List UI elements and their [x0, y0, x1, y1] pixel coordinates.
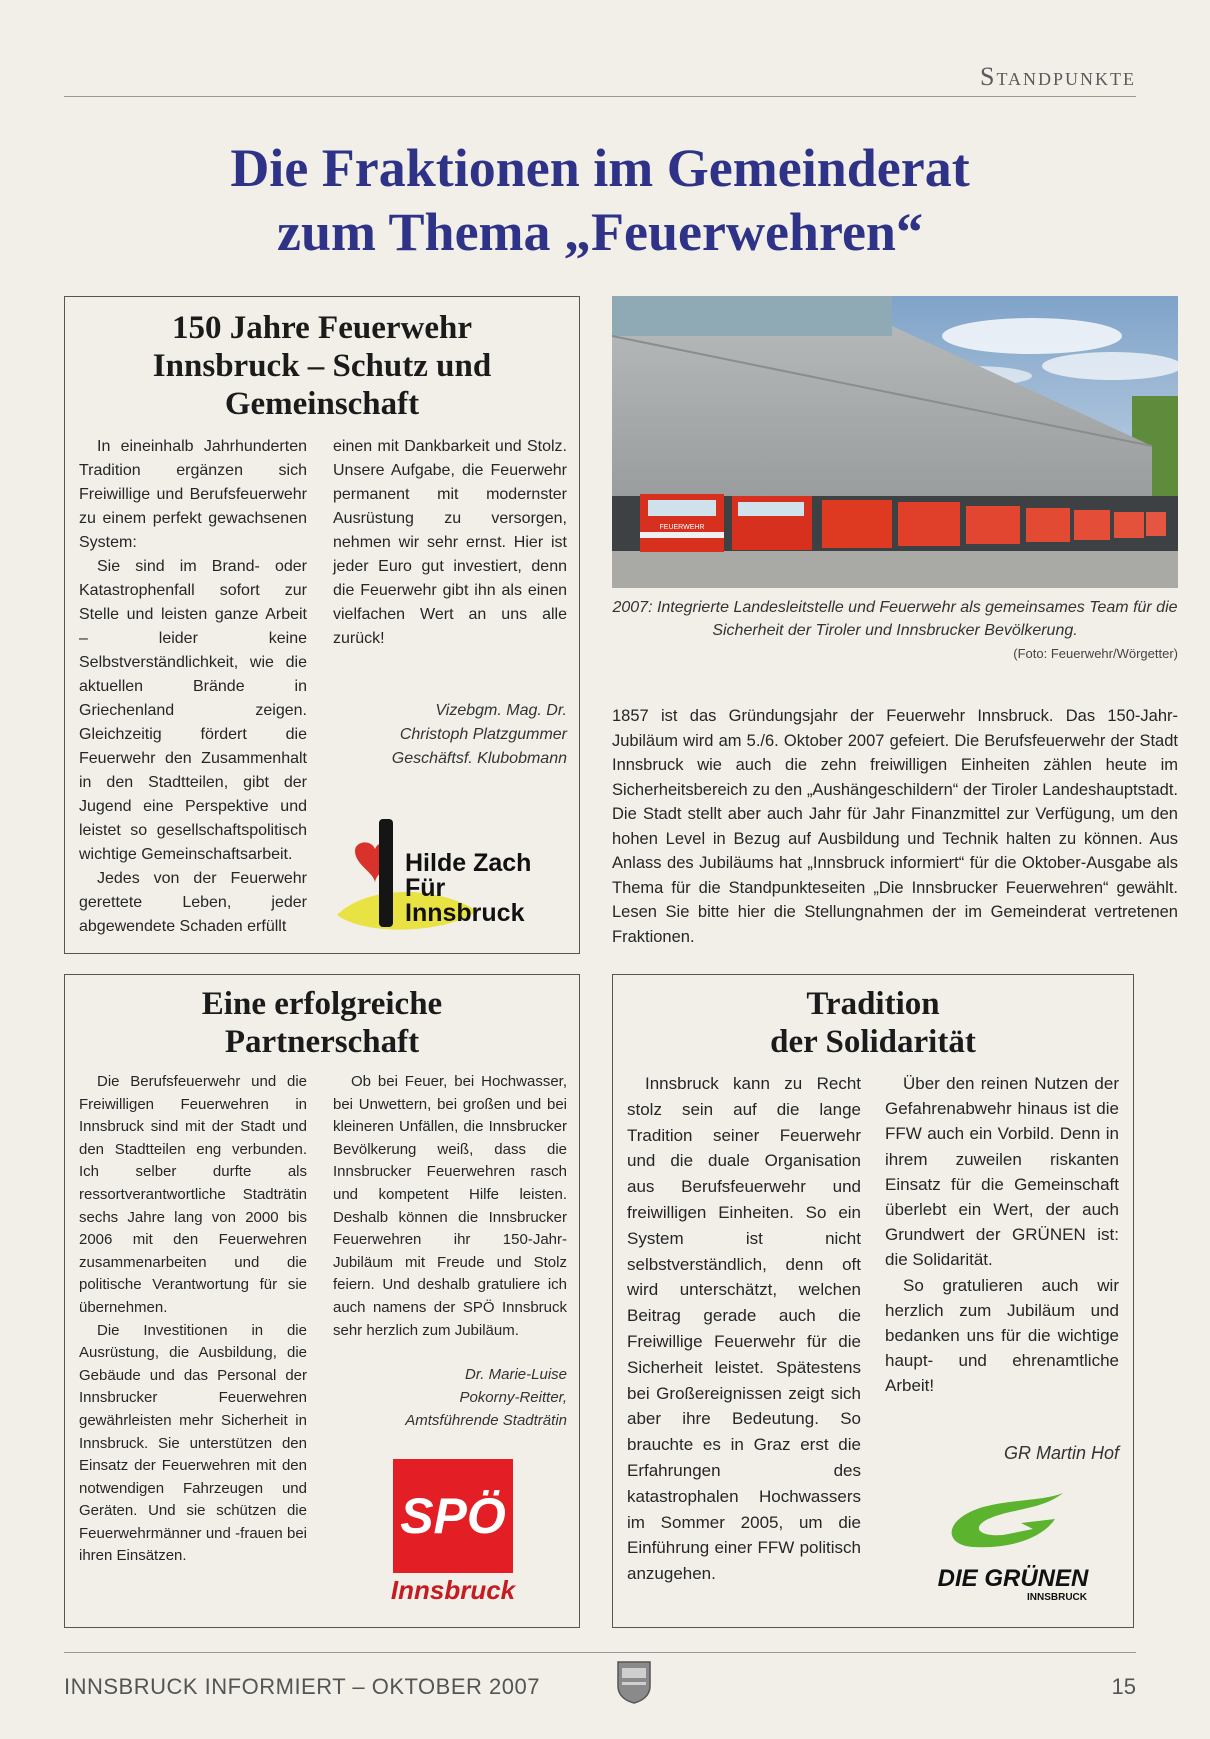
heading-line-3: Gemeinschaft: [224, 386, 420, 422]
paragraph: Ob bei Feuer, bei Hochwasser, bei Unwettern, bei großen und bei kleineren Unfällen, die Innsbrucker Bevölkerung weiß, dass die Innsbrucker Feuerwehren rasch und kompetent Hilfe leisten. Deshalb können die Innsbrucker Feuerwehren ihr 150-Jahr-Jubiläum mit Freude und Stolz feiern. Und deshalb gratuliere ich auch namens der SPÖ Innsbruck sehr herzlich zum Jubiläum.: [333, 1073, 567, 1339]
hilde-zach-logo: [327, 815, 571, 935]
header-rule: [64, 96, 1136, 97]
paragraph: Innsbruck kann zu Recht stolz sein auf die lange Tradition seiner Feuerwehr und die duale Organisation aus Berufsfeuerwehr und freiwilligen Einheiten. So ein System ist nicht selbstverständlich, denn oft wird unterschätzt, welchen Beitrag gerade auch die Freiwillige Feuerwehr für die Sicherheit leistet. Spätestens bei Großereignissen zeigt sich aber ihre Bedeutung. So brauchte es in Graz erst die Erfahrungen des katastrophalen Hochwassers im Sommer 2005, um die Einführung einer FFW politisch anzugehen.: [627, 1074, 861, 1584]
signature-line: Vizebgm. Mag. Dr.: [435, 702, 567, 719]
article-column-2: [885, 1071, 1119, 1399]
article-column-1: [627, 1071, 861, 1587]
logo-text: [405, 851, 571, 926]
article-heading: [613, 985, 1133, 1061]
paragraph: Die Berufsfeuerwehr und die Freiwilligen Feuerwehren in Innsbruck sind mit der Stadt und den Stadtteilen eng verbunden. Ich selber durfte als ressortverantwortliche Stadträtin sechs Jahre lang von 2000 bis 2006 mit den Feuerwehren zusammenarbeiten und die politische Verantwortung für sie übernehmen.: [79, 1073, 307, 1316]
heading-line-1: Eine erfolgreiche: [201, 986, 443, 1022]
signature-line: Amtsführende Stadträtin: [405, 1412, 567, 1429]
signature: [333, 699, 567, 771]
paragraph: In eineinhalb Jahrhunderten Tradition ergänzen sich Freiwillige und Berufsfeuerwehr zu einem perfekt gewachsenen System:: [79, 438, 307, 551]
article-box-partnerschaft: [64, 974, 580, 1628]
heading-line-2: der Solidarität: [770, 1024, 976, 1060]
signature-line: Pokorny-Reitter,: [459, 1389, 567, 1406]
article-heading: [65, 985, 579, 1061]
logo-line: Hilde Zach: [405, 849, 532, 877]
article-box-150-jahre: [64, 296, 580, 954]
gruene-swoosh-icon: [913, 1485, 1113, 1561]
heading-line-2: Innsbruck – Schutz und: [152, 348, 492, 384]
gruene-logo-subtitle: INNSBRUCK: [1027, 1592, 1087, 1603]
photo-caption: [612, 596, 1178, 665]
footer-rule: [64, 1652, 1136, 1653]
paragraph: Die Investitionen in die Ausrüstung, die Ausbildung, die Gebäude und das Personal der Innsbrucker Feuerwehren gewährleisten mehr Sicherheit in Innsbruck. Sie unterstützen den Einsatz der Feuerwehren mit den notwendigen Fahrzeugen und Geräten. Und sie schützen die Feuerwehrmänner und -frauen bei ihren Einsätzen.: [79, 1321, 307, 1565]
article-column-2: [333, 1071, 567, 1342]
heading-line-1: Tradition: [806, 986, 940, 1022]
gruene-logo: [913, 1485, 1113, 1611]
article-column-1: [79, 435, 307, 939]
innsbruck-crest-icon: [616, 1660, 652, 1704]
article-heading: [65, 309, 579, 423]
signature: GR Martin Hof: [1003, 1443, 1119, 1463]
paragraph: Sie sind im Brand- oder Katastrophenfall sofort zur Stelle und leisten ganze Arbeit – leider keine Selbstverständlichkeit, wie die aktuellen Brände in Griechenland zeigen. Gleichzeitig fördert die Feuerwehr den Zusammenhalt in den Stadtteilen, gibt der Jugend eine Perspektive und leistet so gesellschaftspolitisch wichtige Gemeinschaftsarbeit.: [79, 558, 307, 863]
heading-line-2: Partnerschaft: [224, 1024, 420, 1060]
truck-label: FEUERWEHR: [659, 524, 705, 531]
paragraph: einen mit Dankbarkeit und Stolz. Unsere Aufgabe, die Feuerwehr permanent mit modernster Ausrüstung zu versorgen, nehmen wir sehr ernst. Hier ist jeder Euro gut investiert, denn die Feuerwehr gibt ihn als einen vielfachen Wert an uns alle zurück!: [333, 438, 567, 647]
spo-logo: SPÖ: [393, 1459, 513, 1573]
heading-line-1: 150 Jahre Feuerwehr: [172, 310, 472, 346]
caption-text: 2007: Integrierte Landesleitstelle und Feuerwehr als gemeinsames Team für die Sicherheit der Tiroler und Innsbrucker Bevölkerung.: [612, 599, 1178, 639]
paragraph: Jedes von der Feuerwehr gerettete Leben, jeder abgewendete Schaden erfüllt: [79, 870, 307, 935]
title-line-1: Die Fraktionen im Gemeinderat: [230, 138, 970, 198]
signature-line: Geschäftsf. Klubobmann: [391, 750, 567, 767]
footer-publication: INNSBRUCK INFORMIERT – OKTOBER 2007: [64, 1674, 540, 1699]
logo-line: Für Innsbruck: [405, 874, 525, 927]
paragraph: Über den reinen Nutzen der Gefahrenabwehr hinaus ist die FFW auch ein Vorbild. Denn in ihrem zuweilen riskanten Einsatz für die Gemeinschaft überlebt ein Wert, der auch Grundwert der GRÜNEN ist: die Solidarität.: [885, 1074, 1119, 1270]
paragraph: So gratulieren auch wir herzlich zum Jubiläum und bedanken uns für die wichtige haupt- und ehrenamtliche Arbeit!: [885, 1275, 1119, 1396]
fire-station-photo: [612, 296, 1178, 588]
fire-station-image: [612, 296, 1178, 588]
section-label: Standpunkte: [979, 62, 1136, 91]
gruene-logo-text: DIE GRÜNEN: [937, 1565, 1089, 1592]
signature-line: Christoph Platzgummer: [399, 726, 567, 743]
photo-credit: (Foto: Feuerwehr/Wörgetter): [1013, 646, 1178, 661]
title-line-2: zum Thema „Feuerwehren“: [277, 202, 923, 262]
article-column-1: [79, 1071, 307, 1568]
spo-logo-subtitle: Innsbruck: [390, 1575, 516, 1605]
signature: [333, 1363, 567, 1432]
signature-line: Dr. Marie-Luise: [465, 1366, 567, 1383]
article-column-2: [333, 435, 567, 651]
intro-text: 1857 ist das Gründungsjahr der Feuerwehr Innsbruck. Das 150-Jahr-Jubiläum wird am 5./6. Oktober 2007 gefeiert. Die Berufsfeuerwehr der Stadt Innsbruck wie auch die zehn freiwilligen Einheiten zählen heute im Sicherheitsbereich zu den „Aushängeschildern“ der Tiroler Landeshauptstadt. Die Stadt stellt aber auch Jahr für Jahr Finanzmittel zur Verfügung, um den hohen Level in Bezug auf Ausbildung und Technik halten zu können. Aus Anlass des Jubiläums hat „Innsbruck informiert“ für die Oktober-Ausgabe als Thema für die Standpunkteseiten „Die Innsbrucker Feuerwehren“ gewählt. Lesen Sie bitte hier die Stellungnahmen der im Gemeinderat vertretenen Fraktionen.: [612, 707, 1178, 946]
page-number: 15: [1111, 1674, 1136, 1699]
article-box-solidaritaet: [612, 974, 1134, 1628]
page-title: [60, 136, 1140, 264]
